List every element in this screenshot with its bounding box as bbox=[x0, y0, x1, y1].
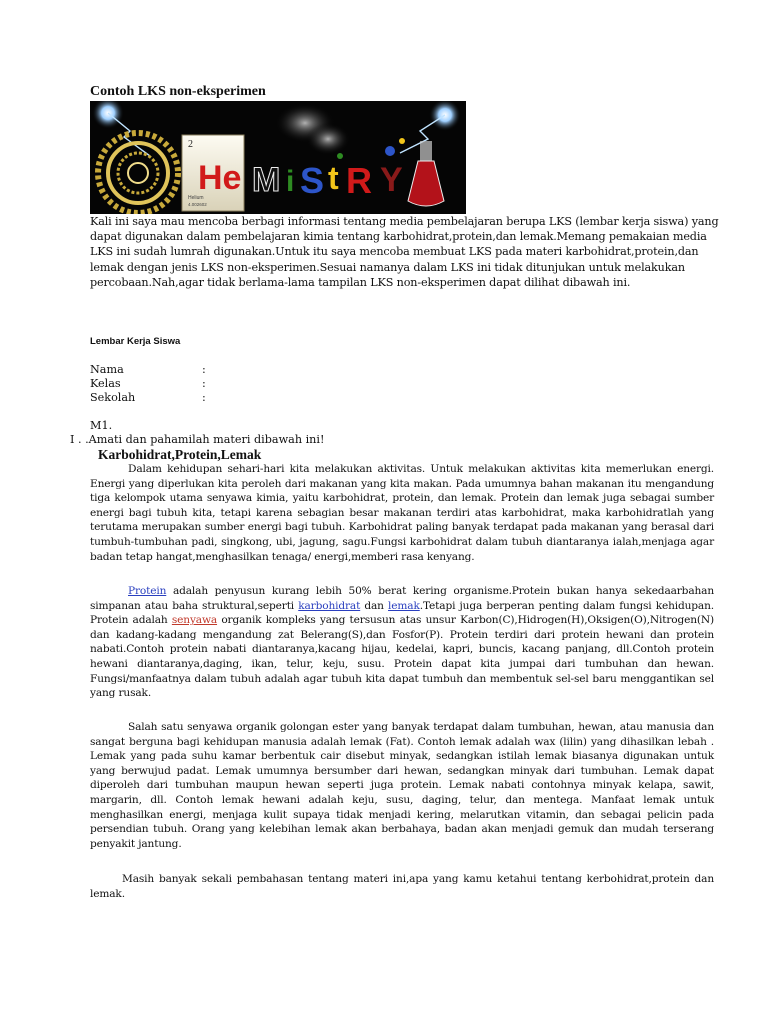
field-kelas bbox=[90, 377, 206, 390]
banner-letter: He bbox=[198, 159, 242, 197]
chemistry-banner-image bbox=[90, 101, 466, 214]
paragraph-lemak: Salah satu senyawa organik golongan ester yang banyak terdapat dalam tumbuhan, hewan, atau manusia dan sangat berguna bagi kehidupan manusia adalah lemak (Fat). Contoh lemak adalah wax (lilin) yang dihasilkan lebah . Lemak yang pada suhu kamar berbentuk cair disebut minyak, sedangkan istilah lemak biasanya digunakan untuk yang berwujud padat. Lemak umumnya bersumber dari hewan, sedangkan minyak dari tumbuhan. Lemak dapat diperoleh dari tumbuhan maupun hewan seperti juga protein. Lemak nabati contohnya minyak kelapa, sawit, margarin, dll. Contoh lemak hewani adalah keju, susu, daging, telur, dan mentega. Manfaat lemak untuk menghasilkan energi, menjaga kulit supaya tidak menjadi kering, melarutkan vitamin, dan sebagai pelicin pada persendian tubuh. Orang yang kelebihan lemak akan berbahaya, badan akan menjadi gemuk dan mudah terserang penyakit jantung. bbox=[90, 721, 714, 850]
paragraph-closing: Masih banyak sekali pembahasan tentang materi ini,apa yang kamu ketahui tentang kerbohidrat,protein dan lemak. bbox=[90, 873, 714, 900]
field-sekolah bbox=[90, 391, 206, 404]
banner-letter: t bbox=[328, 160, 339, 196]
field-label: Kelas bbox=[90, 377, 121, 390]
banner-letter: R bbox=[346, 160, 372, 201]
paragraph-karbohidrat: Dalam kehidupan sehari-hari kita melakukan aktivitas. Untuk melakukan aktivitas kita memerlukan energi. Energi yang diperlukan kita peroleh dari makanan yang kita makan. Pada umumnya bahan makanan itu mengandung tiga kelompok utama senyawa kimia, yaitu karbohidrat, protein, dan lemak. Protein dan lemak juga sebagai sumber energi bagi tubuh kita, tetapi karena sebagian besar makanan terdiri atas karbohidrat, maka karbohidratlah yang terutama merupakan sumber energi bagi tubuh. Karbohidrat paling banyak terdapat pada makanan yang berasal dari tumbuh-tumbuhan padi, singkong, ubi, jagung, sagu.Fungsi karbohidrat dalam tubuh diantaranya ialah,menjaga agar badan tetap hangat,menghasilkan tenaga/ energi,memberi rasa kenyang. bbox=[90, 463, 714, 563]
helium-number: 2 bbox=[188, 139, 193, 150]
field-colon: : bbox=[202, 363, 206, 376]
document-title: Contoh LKS non-eksperimen bbox=[90, 84, 266, 99]
banner-letter: i bbox=[286, 165, 295, 198]
paragraph-protein: Protein adalah penyusun kurang lebih 50% berat kering organisme.Protein bukan hanya sekedaarbahan simpanan atau baha struktural,seperti karbohidrat dan lemak.Tetapi juga berperan penting dalam fungsi kehidupan. Protein adalah senyawa organik kompleks yang tersusun atas unsur Karbon(C),Hidrogen(H),Oksigen(O),Nitrogen(N) dan kadang-kadang mengandung zat Belerang(S),dan Fosfor(P). Protein terdiri dari protein hewani dan protein nabati.Contoh protein nabati diantaranya,kacang hijau, kedelai, kapri, buncis, kacang panjang, dll.Contoh protein hewani diantaranya,daging, ikan, telur, keju, susu. Protein dapat kita jumpai dari tumbuhan dan hewan. Fungsi/manfaatnya dalam tubuh adalah agar tubuh kita dapat tumbuh dan membentuk sel-sel baru menggantikan sel yang rusak. bbox=[90, 585, 714, 700]
helium-name: Helium bbox=[188, 195, 204, 201]
instruction-text: I . .Amati dan pahamilah materi dibawah ini! bbox=[70, 433, 325, 446]
link-karbohidrat[interactable]: karbohidrat bbox=[298, 599, 361, 612]
banner-letter: Y bbox=[380, 161, 403, 199]
banner-letter: S bbox=[300, 160, 325, 201]
banner-letter: M bbox=[252, 161, 281, 199]
chemistry-banner-graphic bbox=[90, 101, 466, 214]
lks-heading: Lembar Kerja Siswa bbox=[90, 336, 181, 347]
field-nama bbox=[90, 363, 206, 376]
section-subheading: Karbohidrat,Protein,Lemak bbox=[98, 447, 262, 462]
field-colon: : bbox=[202, 377, 206, 390]
intro-paragraph: Kali ini saya mau mencoba berbagi informasi tentang media pembelajaran berupa LKS (lembar kerja siswa) yang dapat digunakan dalam pembelajaran kimia tentang karbohidrat,protein,dan lemak.Memang pemakaian media LKS ini sudah lumrah digunakan.Untuk itu saya mencoba membuat LKS pada materi karbohidrat,protein,dan lemak dengan jenis LKS non-eksperimen.Sesuai namanya dalam LKS ini tidak ditunjukan untuk melakukan percobaan.Nah,agar tidak berlama-lama tampilan LKS non-eksperimen dapat dilihat dibawah ini. bbox=[90, 215, 719, 289]
field-label: Nama bbox=[90, 363, 124, 376]
module-label: M1. bbox=[90, 419, 113, 432]
link-senyawa[interactable]: senyawa bbox=[171, 614, 218, 627]
field-label: Sekolah bbox=[90, 391, 136, 404]
link-lemak[interactable]: lemak bbox=[388, 599, 420, 612]
helium-mass: 4.002602 bbox=[188, 202, 207, 207]
link-protein[interactable]: Protein bbox=[128, 585, 167, 597]
field-colon: : bbox=[202, 391, 206, 404]
